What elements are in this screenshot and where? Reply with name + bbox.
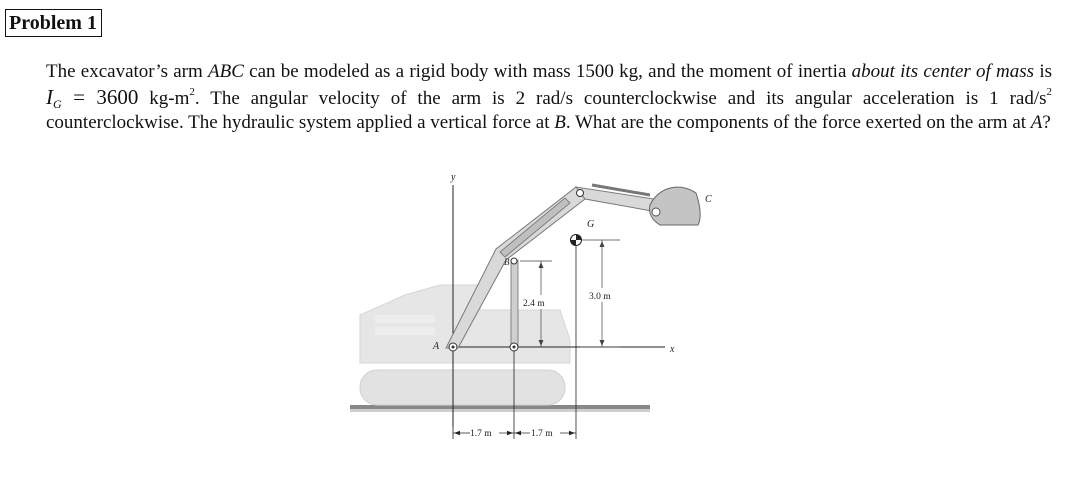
text-part: . What are the components of the force exerted on the arm at <box>565 112 1031 133</box>
dim-label-2-4: 2.4 m <box>523 299 545 309</box>
arm-label: ABC <box>208 61 244 82</box>
problem-statement <box>46 60 1052 136</box>
text-part: The excavator’s arm <box>46 61 209 82</box>
point-b-label: B <box>504 257 510 267</box>
text-part: can be modeled as a rigid body with mass 1500 kg, and the moment of inertia <box>243 61 852 82</box>
point-g-label: G <box>587 219 595 230</box>
text-part: counterclockwise. The hydraulic system applied a vertical force at <box>46 112 555 133</box>
y-axis-label: y <box>451 172 456 183</box>
bucket <box>649 187 700 225</box>
crawler-track <box>360 370 565 405</box>
hydraulic-cylinder <box>511 260 518 348</box>
point-b-ref: B <box>554 112 566 133</box>
center-of-mass-symbol <box>571 235 582 246</box>
point-c-label: C <box>705 194 712 205</box>
text-part: . The angular velocity of the arm is 2 rad/s counterclockwise and its angular acceleration is 1 rad/s <box>194 87 1047 109</box>
dim-label-3-0: 3.0 m <box>589 292 611 302</box>
text-part: ? <box>1042 112 1051 133</box>
dim-label-1-7-left: 1.7 m <box>470 429 492 439</box>
unit-exponent: 2 <box>189 85 195 98</box>
excavator-figure <box>330 165 750 465</box>
stick <box>576 187 654 211</box>
dim-label-1-7-right: 1.7 m <box>531 429 553 439</box>
unit-exponent: 2 <box>1046 85 1052 98</box>
pin-b <box>511 258 517 264</box>
inertia-unit: kg-m <box>138 87 190 109</box>
x-axis-label: x <box>670 344 675 355</box>
about-center-of-mass: about its center of mass <box>851 61 1035 82</box>
point-a-label: A <box>433 341 440 352</box>
text-part: is <box>1034 61 1052 82</box>
problem-title: Problem 1 <box>5 9 102 37</box>
ground <box>350 405 650 409</box>
inertia-value: = 3600 <box>61 84 139 109</box>
inertia-subscript: G <box>53 96 62 111</box>
point-a-ref: A <box>1030 112 1043 133</box>
inertia-symbol: I <box>46 84 53 109</box>
